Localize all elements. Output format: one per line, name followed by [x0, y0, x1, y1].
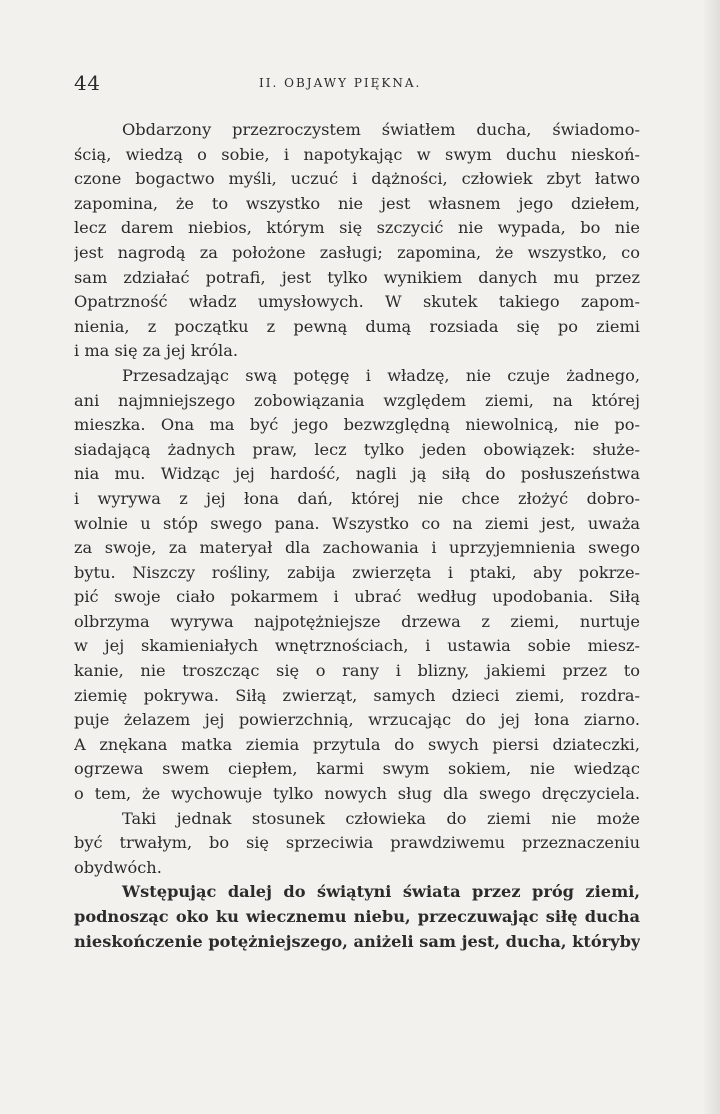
text-line: siadającą żadnych praw, lecz tylko jeden obowiązek: służe- [74, 439, 640, 459]
text-line: Obdarzony przezroczystem światłem ducha, świadomo- [122, 120, 640, 139]
text-line: za swoje, za materyał dla zachowania i uprzyjemnienia swego [74, 538, 640, 558]
text-line: kanie, nie troszcząc się o rany i blizny, jakiemi przez to [74, 661, 640, 681]
text-line: A znękana matka ziemia przytula do swych piersi dziateczki, [74, 734, 640, 754]
text-line: ani najmniejszego zobowiązania względem ziemi, na której [74, 390, 640, 410]
text-line: nia mu. Widząc jej hardość, nagli ją siłą do posłuszeństwa [74, 464, 640, 484]
text-line: mieszka. Ona ma być jego bezwzględną niewolnicą, nie po- [74, 415, 640, 435]
text-line: puje żelazem jej powierzchnią, wrzucając do jej łona ziarno. [74, 710, 640, 730]
text-line: ziemię pokrywa. Siłą zwierząt, samych dzieci ziemi, rozdra- [74, 685, 640, 705]
text-line: zapomina, że to wszystko nie jest własnem jego dziełem, [74, 193, 640, 213]
text-line: i wyrywa z jej łona dań, której nie chce złożyć dobro- [74, 488, 640, 508]
text-line: jest nagrodą za położone zasługi; zapomina, że wszystko, co [74, 242, 640, 262]
text-line: pić swoje ciało pokarmem i ubrać według upodobania. Siłą [74, 587, 640, 607]
text-line: ścią, wiedzą o sobie, i napotykając w swym duchu nieskoń- [74, 144, 640, 164]
text-line: olbrzyma wyrywa najpotężniejsze drzewa z ziemi, nurtuje [74, 611, 640, 631]
page-header [74, 68, 646, 98]
text-line: nienia, z początku z pewną dumą rozsiada się po ziemi [74, 316, 640, 336]
running-title: II. OBJAWY PIĘKNA. [259, 76, 422, 90]
text-line: Wstępując dalej do świątyni świata przez próg ziemi, [122, 882, 640, 902]
body-text [74, 118, 640, 954]
text-line: nieskończenie potężniejszego, aniżeli sam jest, ducha, któryby [74, 931, 640, 951]
text-line: podnosząc oko ku wiecznemu niebu, przeczuwając siłę ducha [74, 907, 640, 926]
text-line: sam zdziałać potrafi, jest tylko wynikiem danych mu przez [74, 267, 640, 287]
text-line: wolnie u stóp swego pana. Wszystko co na ziemi jest, uważa [74, 513, 640, 533]
text-line: obydwóch. [74, 857, 162, 877]
text-line: Taki jednak stosunek człowieka do ziemi nie może [122, 808, 640, 828]
text-line: być trwałym, bo się sprzeciwia prawdziwemu przeznaczeniu [74, 833, 640, 853]
text-line: czone bogactwo myśli, uczuć i dążności, człowiek zbyt łatwo [74, 169, 640, 189]
text-line: ogrzewa swem ciepłem, karmi swym sokiem, nie wiedząc [74, 759, 640, 779]
text-line: lecz darem niebios, którym się szczycić nie wypada, bo nie [74, 218, 640, 238]
text-line: bytu. Niszczy rośliny, zabija zwierzęta i ptaki, aby pokrze- [74, 562, 640, 582]
text-line: Opatrzność władz umysłowych. W skutek takiego zapom- [74, 292, 640, 312]
text-line: i ma się za jej króla. [74, 341, 239, 361]
page-edge-shadow [702, 0, 720, 1114]
text-line: w jej skamieniałych wnętrznościach, i ustawia sobie miesz- [74, 636, 640, 656]
text-line: Przesadzając swą potęgę i władzę, nie czuje żadnego, [122, 365, 640, 385]
text-line: o tem, że wychowuje tylko nowych sług dla swego dręczyciela. [74, 784, 640, 804]
page-number: 44 [74, 71, 101, 95]
